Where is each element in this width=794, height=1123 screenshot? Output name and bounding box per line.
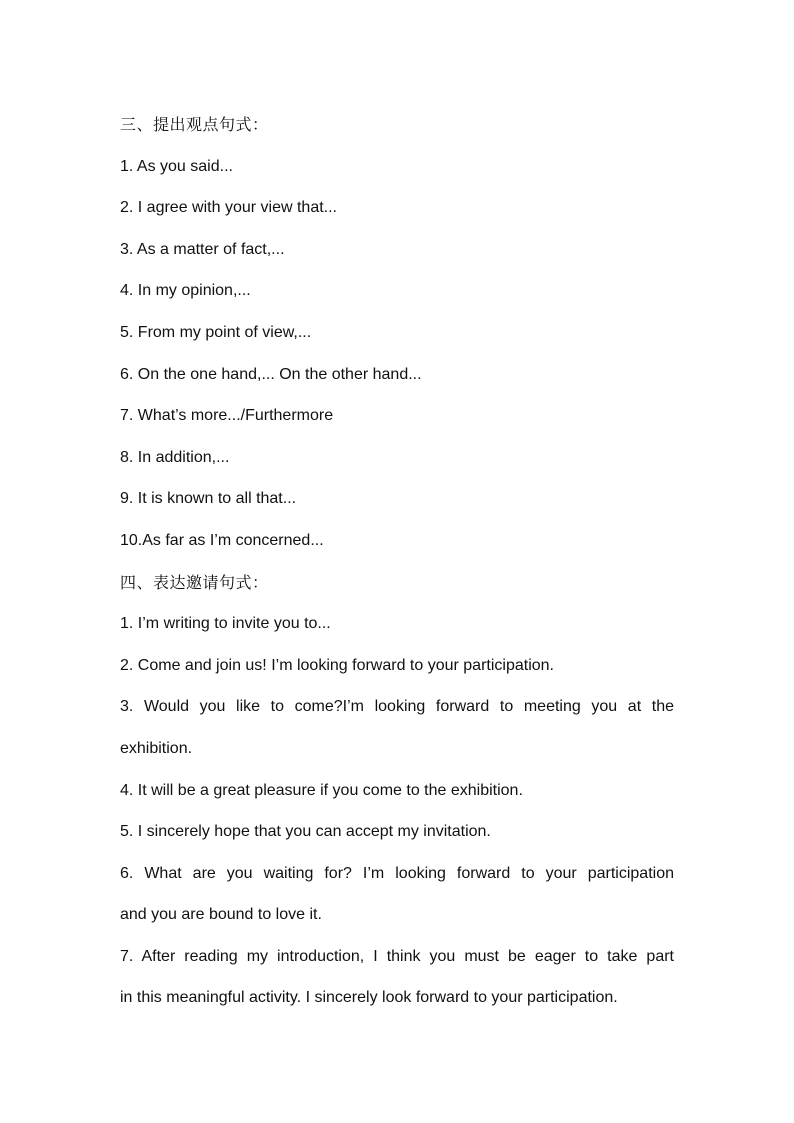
list-item: 2. Come and join us! I’m looking forward to your participation. [120,656,554,674]
list-item: 1. As you said... [120,157,233,175]
list-item: 4. It will be a great pleasure if you come to the exhibition. [120,781,523,799]
list-item: 9. It is known to all that... [120,490,297,508]
list-item-continuation: exhibition. [120,739,193,757]
list-item-continuation: in this meaningful activity. I sincerely look forward to your participation. [120,989,618,1007]
document-page [120,104,674,1019]
list-item-continuation: and you are bound to love it. [120,906,322,924]
section-heading-opinions: 三、提出观点句式： [120,115,269,134]
list-item: 4. In my opinion,... [120,282,251,300]
list-item: 5. From my point of view,... [120,323,312,341]
list-item-line: 3. Would you like to come?I’m looking forward to meeting you at the [120,698,674,716]
list-item: 10.As far as I’m concerned... [120,531,324,549]
list-item: 3. As a matter of fact,... [120,240,285,258]
list-item: 5. I sincerely hope that you can accept my invitation. [120,823,491,841]
list-item-line: 7. After reading my introduction, I think you must be eager to take part [120,947,674,965]
section-heading-invitations: 四、表达邀请句式： [120,572,269,592]
list-item-line: 6. What are you waiting for? I’m looking forward to your participation [120,864,674,882]
list-item: 8. In addition,... [120,448,230,466]
list-item: 7. What’s more.../Furthermore [120,407,334,425]
list-item: 6. On the one hand,... On the other hand... [120,365,422,383]
list-item: 1. I’m writing to invite you to... [120,615,331,633]
list-item: 2. I agree with your view that... [120,199,337,217]
